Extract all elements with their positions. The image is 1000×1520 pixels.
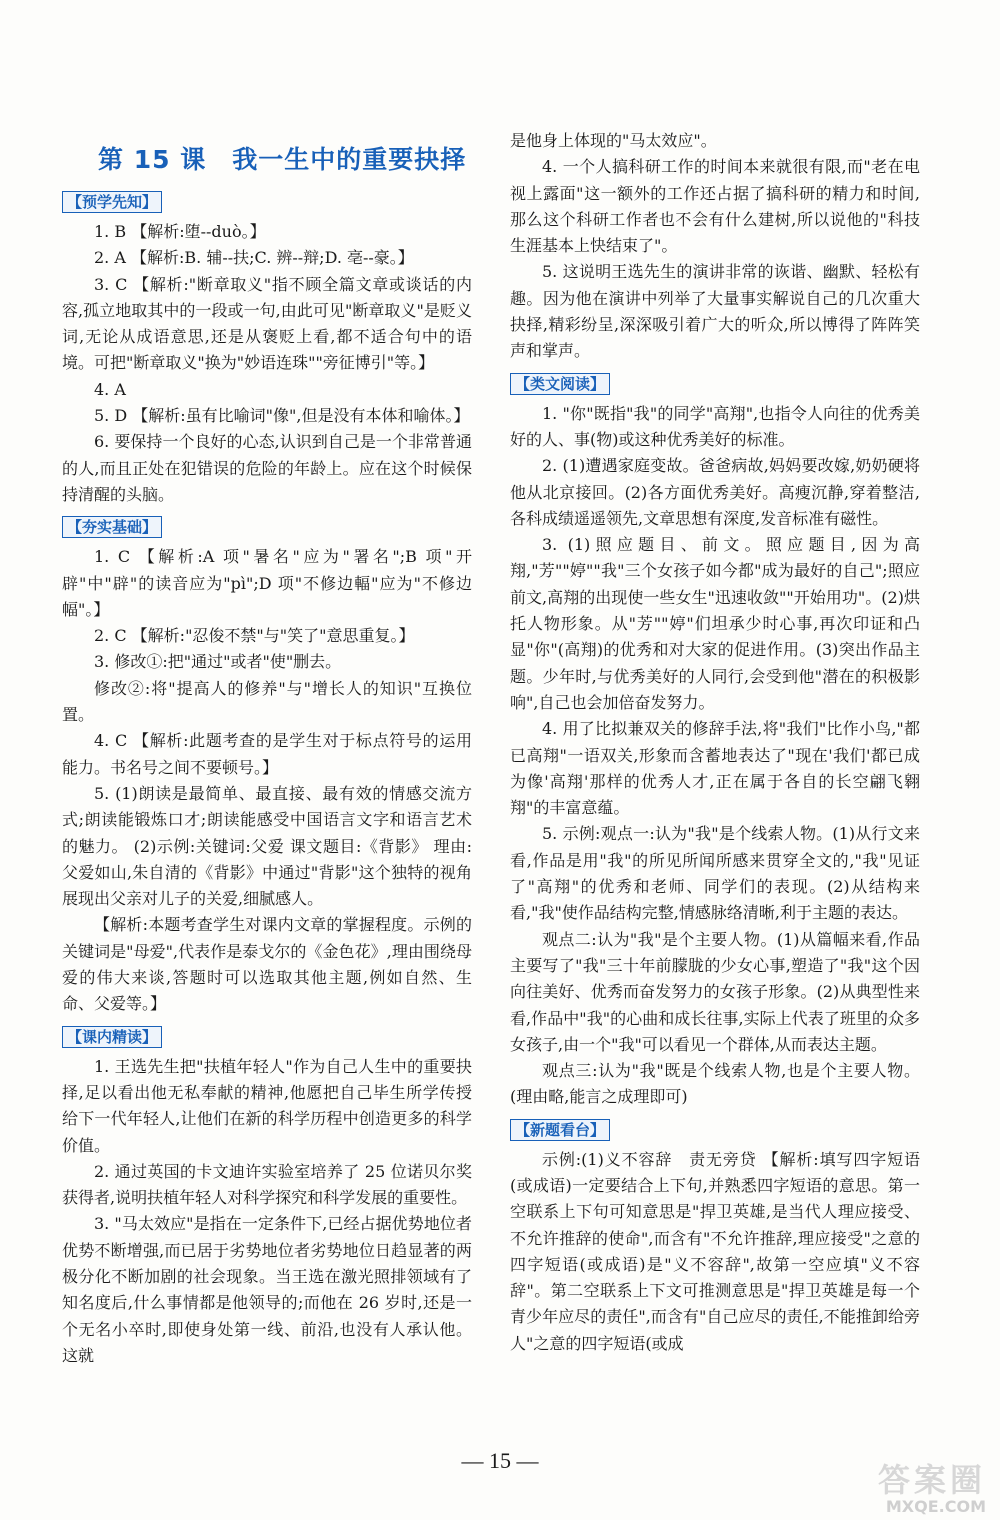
- page-number: — 15 —: [461, 1448, 539, 1473]
- answer-paragraph: 5. D 【解析:虽有比喻词"像",但是没有本体和喻体。】: [94, 406, 470, 426]
- page-title: 第 15 课 我一生中的重要抉择: [98, 145, 467, 174]
- answer-paragraph: 2. C 【解析:"忍俊不禁"与"笑了"意思重复。】: [94, 626, 415, 646]
- answer-paragraph: 示例:(1)义不容辞 责无旁贷 【解析:填写四字短语(或成语)一定要结合上下句,并熟悉四字短语的意思。第一空联系上下句可知意思是"捍卫英雄,是当代人理应接受、不允许推辞的使命",而含有"不允许推辞,理应接受"之意的四字短语(或成语)是"义不容辞",故第一空应填"义不容辞"。第二空联系上下文可推测意思是"捍卫英雄是每一个青少年应尽的责任",而含有"自己应尽的责任,不能推卸给旁人"之意的四字短语(或成: [510, 1149, 920, 1353]
- answer-paragraph: 5. (1)朗读是最简单、最直接、最有效的情感交流方式;朗读能锻炼口才;朗读能感受中国语言文字和语言艺术的魅力。 (2)示例:关键词:父爱 课文题目:《背影》 理由:父爱如山,朱自清的《背影》中通过"背影"这个独特的视角展现出父亲对儿子的关爱,细腻感人。: [62, 783, 472, 909]
- section-label-similar: 【类文阅读】: [510, 373, 610, 395]
- answer-paragraph: 2. (1)遭遇家庭变故。爸爸病故,妈妈要改嫁,奶奶硬将他从北京接回。(2)各方面优秀美好。高瘦沉静,穿着整洁,各科成绩遥遥领先,文章思想有深度,发音标准有磁性。: [510, 456, 920, 528]
- watermark-text: 答案圈: [877, 1461, 986, 1499]
- answer-paragraph: 1. B 【解析:堕--duò。】: [94, 222, 266, 241]
- answer-paragraph: 【解析:本题考查学生对课内文章的掌握程度。示例的关键词是"母爱",代表作是泰戈尔的《金色花》,理由围绕母爱的伟大来谈,答题时可以选取其他主题,例如自然、生命、父爱等。】: [62, 915, 472, 1014]
- left-column: [62, 183, 472, 1369]
- answer-paragraph: 修改②:将"提高人的修养"与"增长人的知识"互换位置。: [62, 678, 472, 725]
- answer-paragraph: 1. C 【解析:A 项"暑名"应为"署名";B 项"开辟"中"辟"的读音应为"pì";D 项"不修边輻"应为"不修边幅"。】: [62, 547, 472, 619]
- answer-paragraph: 5. 示例:观点一:认为"我"是个线索人物。(1)从行文来看,作品是用"我"的所见所闻所感来贯穿全文的,"我"见证了"高翔"的优秀和老师、同学们的表现。(2)从结构来看,"我"使作品结构完整,情感脉络清晰,利于主题的表达。: [510, 824, 920, 923]
- answer-paragraph: 2. 通过英国的卡文迪许实验室培养了 25 位诺贝尔奖获得者,说明扶植年轻人对科学探究和科学发展的重要性。: [62, 1161, 472, 1208]
- answer-paragraph: 观点三:认为"我"既是个线索人物,也是个主要人物。(理由略,能言之成理即可): [510, 1061, 920, 1107]
- right-column: [510, 128, 920, 1357]
- answer-paragraph: 5. 这说明王选先生的演讲非常的诙谐、幽默、轻松有趣。因为他在演讲中列举了大量事实解说自己的几次重大抉择,精彩纷呈,深深吸引着广大的听众,所以博得了阵阵笑声和掌声。: [510, 262, 920, 361]
- answer-paragraph: 4. A: [94, 379, 126, 399]
- section-label-intensive: 【课内精读】: [62, 1026, 162, 1048]
- answer-paragraph: 6. 要保持一个良好的心态,认识到自己是一个非常普通的人,而且正处在犯错误的危险的年龄上。应在这个时候保持清醒的头脑。: [62, 432, 472, 504]
- answer-paragraph: 3. "马太效应"是指在一定条件下,已经占据优势地位者优势不断增强,而已居于劣势地位者劣势地位日趋显著的两极分化不断加剧的社会现象。当王选在激光照排领域有了知名度后,什么事情都是他领导的;而他在 26 岁时,还是一个无名小卒时,即使身处第一线、前沿,也没有人承认他。这就: [62, 1214, 472, 1365]
- watermark-url: MXQE.COM: [885, 1497, 986, 1516]
- answer-paragraph: 观点二:认为"我"是个主要人物。(1)从篇幅来看,作品主要写了"我"三十年前朦胧的少女心事,塑造了"我"这个因向往美好、优秀而奋发努力的女孩子形象。(2)从典型性来看,作品中"我"的心曲和成长往事,实际上代表了班里的众多女孩子,由一个"我"可以看见一个群体,从而表达主题。: [510, 929, 920, 1054]
- answer-paragraph: 1. 王选先生把"扶植年轻人"作为自己人生中的重要抉择,足以看出他无私奉献的精神,他愿把自己毕生所学传授给下一代年轻人,让他们在新的科学历程中创造更多的科学价值。: [62, 1056, 472, 1155]
- answer-paragraph: 2. A 【解析:B. 辅--扶;C. 辨--辩;D. 亳--豪。】: [94, 248, 414, 268]
- answer-paragraph: 4. 一个人搞科研工作的时间本来就很有限,而"老在电视上露面"这一额外的工作还占据了搞科研的精力和时间,那么这个科研工作者也不会有什么建树,所以说他的"科技生涯基本上快结束了"。: [510, 157, 920, 256]
- answer-paragraph: 4. 用了比拟兼双关的修辞手法,将"我们"比作小鸟,"都已高翔"一语双关,形象而含蓄地表达了"现在'我们'都已成为像'高翔'那样的优秀人才,正在属于各自的长空翩飞翱翔"的丰富意蕴。: [510, 719, 920, 818]
- section-label-basics: 【夯实基础】: [62, 516, 162, 538]
- section-label-new-questions: 【新题看台】: [510, 1119, 610, 1141]
- answer-paragraph: 4. C 【解析:此题考查的是学生对于标点符号的运用能力。书名号之间不要顿号。】: [62, 731, 472, 777]
- section-label-preview: 【预学先知】: [62, 191, 162, 213]
- answer-paragraph: 是他身上体现的"马太效应"。: [510, 131, 717, 150]
- answer-paragraph: 3. C 【解析:"断章取义"指不顾全篇文章或谈话的内容,孤立地取其中的一段或一句,由此可见"断章取义"是贬义词,无论从成语意思,还是从褒贬上看,都不适合句中的语境。可把"断章取义"换为"妙语连珠""旁征博引"等。】: [62, 274, 472, 373]
- answer-paragraph: 3. (1)照应题目、前文。照应题目,因为高翔,"芳""婷""我"三个女孩子如今都"成为最好的自己";照应前文,高翔的出现使一些女生"迅速收敛""开始用功"。(2)烘托人物形象。从"芳""婷"们坦承少时心事,再次印证和凸显"你"(高翔)的优秀和对大家的促进作用。(3)突出作品主题。少年时,与优秀美好的人同行,会受到他"潜在的积极影响",自己也会加倍奋发努力。: [510, 535, 920, 712]
- watermark-logo: [836, 1455, 986, 1515]
- answer-paragraph: 1. "你"既指"我"的同学"高翔",也指令人向往的优秀美好的人、事(物)或这种优秀美好的标准。: [510, 403, 920, 449]
- answer-paragraph: 3. 修改①:把"通过"或者"使"删去。: [94, 652, 342, 672]
